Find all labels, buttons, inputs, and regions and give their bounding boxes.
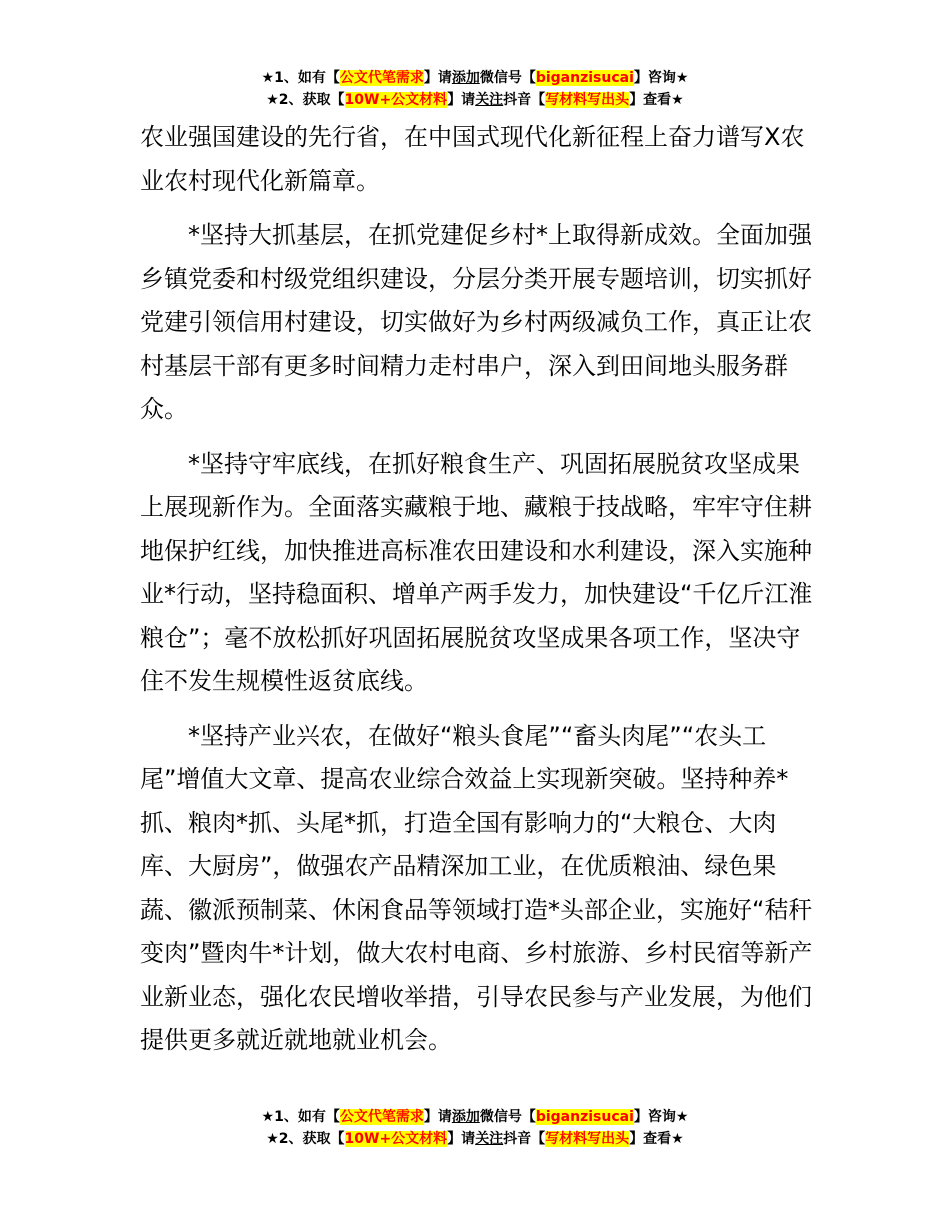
footer-line-2-prefix: ★2、获取【 (266, 1131, 345, 1147)
paragraph-industry: *坚持产业兴农，在做好“粮头食尾”“畜头肉尾”“农头工尾”增值大文章、提高农业综合效益上实现新突破。坚持种养*抓、粮肉*抓、头尾*抓，打造全国有影响力的“大粮仓、大肉库、大厨房”，做强农产品精深加工业，在优质粮油、绿色果蔬、徽派预制菜、休闲食品等领域打造*头部企业，实施好“秸秆变肉”暨肉牛*计划，做大农村电商、乡村旅游、乡村民宿等新产业新业态，强化农民增收举措，引导农民参与产业发展，为他们提供更多就近就地就业机会。 (140, 721, 813, 1054)
header-banner (0, 67, 950, 111)
header-line-1-highlight-service: 公文代笔需求 (339, 70, 424, 86)
header-line-2-text-b: 抖音【 (503, 92, 546, 108)
footer-line-1-prefix: ★1、如有【 (261, 1109, 340, 1125)
footer-line-1-highlight-wechat: biganzisucai (535, 1109, 634, 1125)
footer-line-2-highlight-douyin: 写材料写出头 (545, 1131, 630, 1147)
header-line-2-highlight-materials: 10W+公文材料 (344, 92, 448, 108)
footer-line-1-suffix: 】咨询★ (633, 1109, 689, 1125)
header-line-2-suffix: 】查看★ (629, 92, 684, 108)
footer-line-2-highlight-materials: 10W+公文材料 (344, 1131, 448, 1147)
footer-line-2-underlined: 关注 (475, 1131, 504, 1147)
header-line-2-text-a: 】请 (447, 92, 476, 108)
header-line-2 (0, 89, 950, 111)
paragraph-grassroots: *坚持大抓基层，在抓党建促乡村*上取得新成效。全面加强乡镇党委和村级党组织建设，分层分类开展专题培训，切实抓好党建引领信用村建设，切实做好为乡村两级减负工作，真正让农村基层干部有更多时间精力走村串户，深入到田间地头服务群众。 (140, 221, 812, 423)
header-line-2-underlined: 关注 (475, 92, 504, 108)
document-body (140, 116, 820, 1074)
paragraph-continuation: 农业强国建设的先行省，在中国式现代化新征程上奋力谱写X农业农村现代化新篇章。 (140, 123, 805, 195)
header-line-2-prefix: ★2、获取【 (266, 92, 345, 108)
footer-banner (0, 1106, 950, 1150)
paragraph-grain-security: *坚持守牢底线，在抓好粮食生产、巩固拓展脱贫攻坚成果上展现新作为。全面落实藏粮于地、藏粮于技战略，牢牢守住耕地保护红线，加快推进高标准农田建设和水利建设，深入实施种业*行动，坚持稳面积、增单产两手发力，加快建设“千亿斤江淮粮仓”；毫不放松抓好巩固拓展脱贫攻坚成果各项工作，坚决守住不发生规模性返贫底线。 (140, 449, 813, 695)
header-line-1-underlined: 添加 (451, 70, 480, 86)
footer-line-2 (0, 1128, 950, 1150)
footer-line-1-text-a: 】请 (423, 1109, 452, 1125)
header-line-2-highlight-douyin: 写材料写出头 (545, 92, 630, 108)
footer-line-1-underlined: 添加 (451, 1109, 480, 1125)
header-line-1-highlight-wechat: biganzisucai (535, 70, 634, 86)
footer-line-1-highlight-service: 公文代笔需求 (339, 1109, 424, 1125)
header-line-1-suffix: 】咨询★ (633, 70, 689, 86)
footer-line-2-text-b: 抖音【 (503, 1131, 546, 1147)
footer-line-2-suffix: 】查看★ (629, 1131, 684, 1147)
header-line-1-text-a: 】请 (423, 70, 452, 86)
header-line-1 (0, 67, 950, 89)
footer-line-1-text-b: 微信号【 (479, 1109, 536, 1125)
footer-line-2-text-a: 】请 (447, 1131, 476, 1147)
header-line-1-text-b: 微信号【 (479, 70, 536, 86)
header-line-1-prefix: ★1、如有【 (261, 70, 340, 86)
footer-line-1 (0, 1106, 950, 1128)
